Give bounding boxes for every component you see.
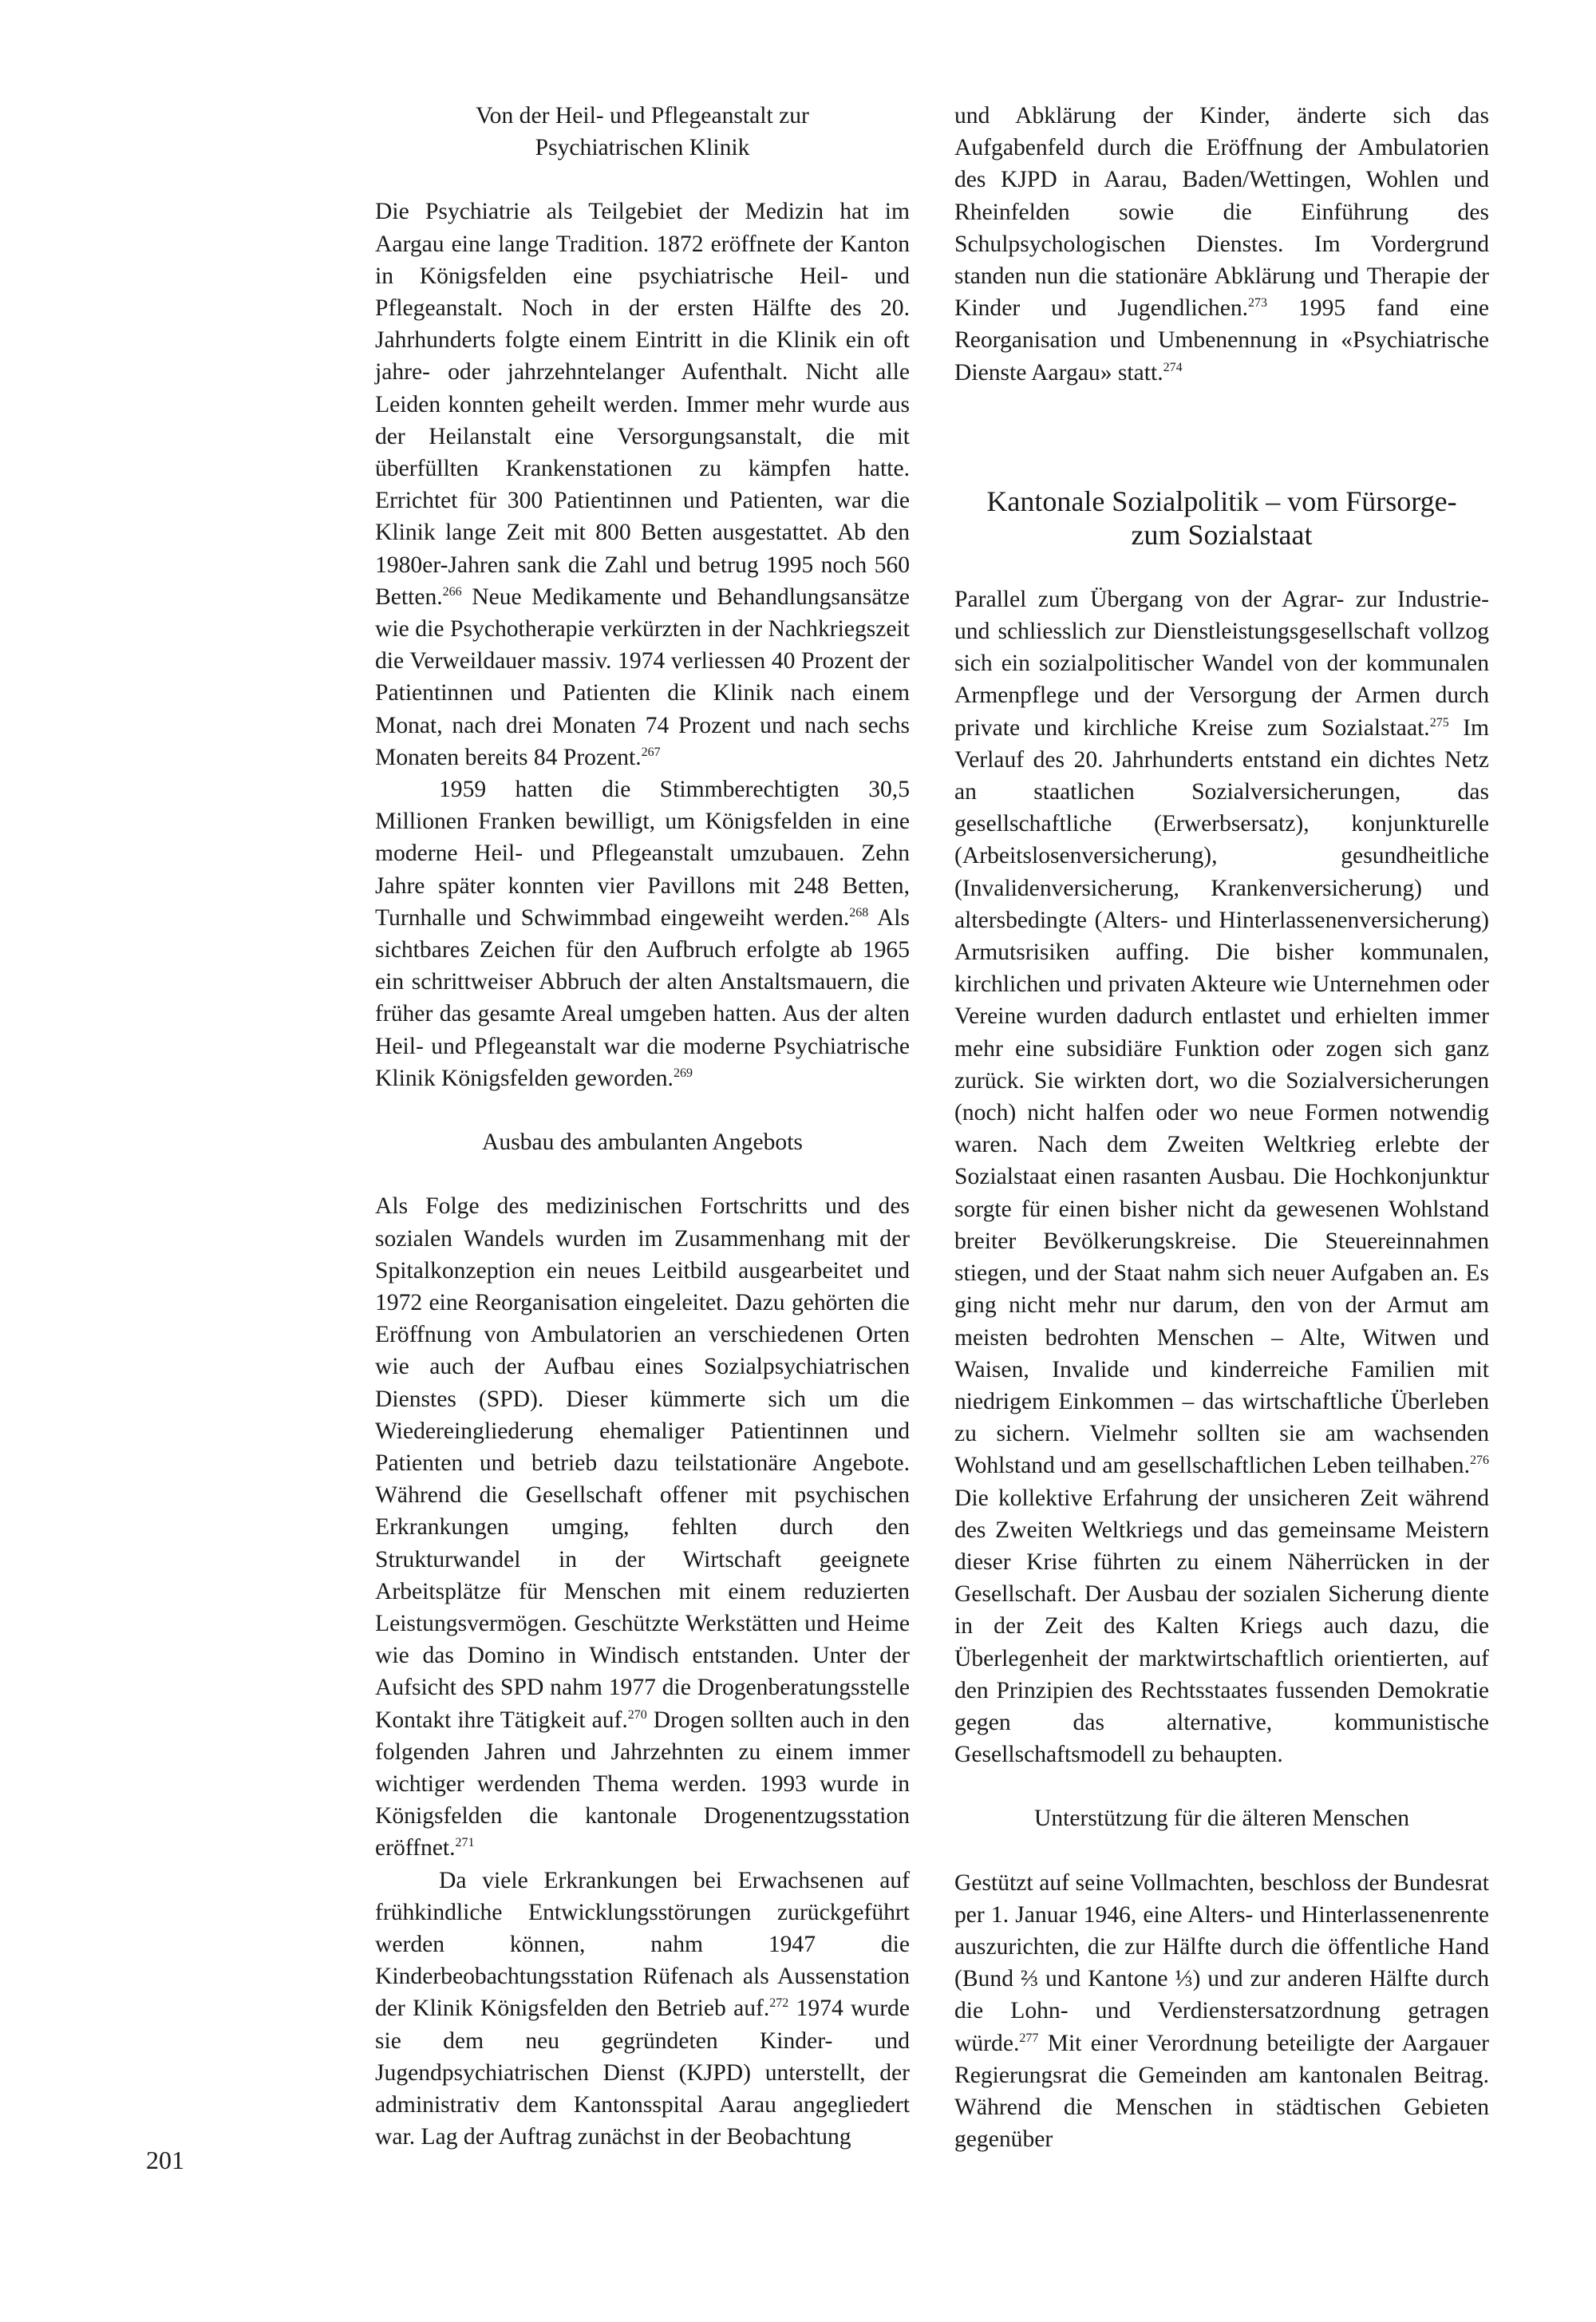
footnote-ref: 266 <box>442 584 462 599</box>
paragraph: Da viele Erkrankungen bei Erwachsenen auf frühkindliche Entwicklungsstörungen zurückgeführt werden können, nahm 1947 die Kinderbeobachtungsstation Rüfenach als Aussenstation der Klinik Königsfelden den Betrieb auf.$^{272}$ 1974 wurde sie dem neu gegründeten Kinder- und Jugendpsychiatrischen Dienst (KJPD) unterstellt, der administrativ dem Kantonsspital Aarau angegliedert war. Lag der Auftrag zunächst in der Beobachtung <box>375 1867 910 2150</box>
section-heading-ambulant: Ausbau des ambulanten Angebots <box>482 1129 803 1156</box>
footnote-ref: 274 <box>1163 360 1183 374</box>
paragraph: 1959 hatten die Stimmberechtigten 30,5 Millionen Franken bewilligt, um Königsfelden in eine moderne Heil- und Pflegeanstalt umzubauen. Zehn Jahre später konnten vier Pavillons mit 248 Betten, Turnhalle und Schwimmbad eingeweiht werden.$^{268}$ Als sichtbares Zeichen für den Aufbruch erfolgte ab 1965 ein schrittweiser Abbruch der alten Anstaltsmauern, die früher das gesamte Areal umgeben hatten. Aus der alten Heil- und Pflegeanstalt war die moderne Psychiatrische Klinik Königsfelden geworden.$^{269}$ <box>375 777 910 1091</box>
section-heading-elderly: Unterstützung für die älteren Menschen <box>1033 1806 1410 1832</box>
right-column <box>954 100 1489 2155</box>
paragraph: Parallel zum Übergang von der Agrar- zur Industrie- und schliesslich zur Dienstleistungsgesellschaft vollzog sich ein sozialpolitischer Wandel von der kommunalen Armenpflege und der Versorgung der Armen durch private und kirchliche Kreise zum Sozialstaat.$^{275}$ Im Verlauf des 20. Jahrhunderts entstand ein dichtes Netz an staatlichen Sozialversicherungen, das gesellschaftliche (Erwerbsersatz), konjunkturelle (Arbeitslosenversicherung), gesundheitliche (Invalidenversicherung, Krankenversicherung) und altersbedingte (Alters- und Hinterlassenenversicherung) Armutsrisiken auffing. Die bisher kommunalen, kirchlichen und privaten Akteure wie Unternehmen oder Vereine wurden dadurch entlastet und erhielten immer mehr eine subsidiäre Funktion oder zogen sich ganz zurück. Sie wirkten dort, wo die Sozialversicherungen (noch) nicht halfen oder wo neue Formen notwendig waren. Nach dem Zweiten Weltkrieg erlebte der Sozialstaat einen rasanten Ausbau. Die Hochkonjunktur sorgte für einen bisher nicht da gewesenen Wohlstand breiter Bevölkerungskreise. Die Steuereinnahmen stiegen, und der Staat nahm sich neuer Aufgaben an. Es ging nicht mehr nur darum, den von der Armut am meisten bedrohten Menschen – Alte, Witwen und Waisen, Invalide und kinderreiche Familien mit niedrigem Einkommen – das wirtschaftliche Überleben zu sichern. Vielmehr sollten sie am wachsenden Wohlstand und am gesellschaftlichen Leben teilhaben.$^{276}$ Die kollektive Erfahrung der unsicheren Zeit während des Zweiten Weltkriegs und das gemeinsame Meistern dieser Krise führten zu einem Näherrücken in der Gesellschaft. Der Ausbau der sozialen Sicherung diente in der Zeit des Kalten Kriegs auch dazu, die Überlegenheit der marktwirtschaftlich orientierten, auf den Prinzipien des Rechtsstaates fussenden Demokratie gegen das alternative, kommunistische Gesellschaftsmodell zu behaupten. <box>954 586 1489 1768</box>
left-column <box>375 100 910 2153</box>
paragraph: Als Folge des medizinischen Fortschritts und des sozialen Wandels wurden im Zusammenhang mit der Spitalkonzeption ein neues Leitbild ausgearbeitet und 1972 eine Reorganisation eingeleitet. Dazu gehörten die Eröffnung von Ambulatorien an verschiedenen Orten wie auch der Aufbau eines Sozialpsychiatrischen Dienstes (SPD). Dieser kümmerte sich um die Wiedereingliederung ehemaliger Patientinnen und Patienten und betrieb dazu teilstationäre Angebote. Während die Gesellschaft offener mit psychischen Erkrankungen umging, fehlten durch den Strukturwandel in der Wirtschaft geeignete Arbeitsplätze für Menschen mit einem reduzierten Leistungsvermögen. Geschützte Werkstätten und Heime wie das Domino in Windisch entstanden. Unter der Aufsicht des SPD nahm 1977 die Drogenberatungsstelle Kontakt ihre Tätigkeit auf.$^{270}$ Drogen sollten auch in den folgenden Jahren und Jahrzehnten zu einem immer wichtiger werdenden Thema werden. 1993 wurde in Königsfelden die kantonale Drogenentzugsstation eröffnet.$^{271}$ <box>375 1193 910 1861</box>
page-number: 201 <box>146 2146 184 2174</box>
footnote-ref: 277 <box>1019 2031 1039 2045</box>
footnote-ref: 273 <box>1248 296 1268 311</box>
heading-line: Von der Heil- und Pflegeanstalt zur <box>476 103 809 129</box>
heading-line: Psychiatrischen Klinik <box>535 135 750 161</box>
footnote-ref: 268 <box>849 905 869 920</box>
heading-line: zum Sozialstaat <box>1131 518 1313 551</box>
footnote-ref: 272 <box>769 1996 789 2011</box>
footnote-ref: 269 <box>673 1066 693 1080</box>
footnote-ref: 276 <box>1470 1454 1489 1468</box>
heading-line: Kantonale Sozialpolitik – vom Fürsorge- <box>986 485 1457 517</box>
paragraph: Gestützt auf seine Vollmachten, beschloss der Bundesrat per 1. Januar 1946, eine Alters- und Hinterlassenenrente auszurichten, die zur Hälfte durch die öffentliche Hand (Bund ⅔ und Kantone ⅓) und zur anderen Hälfte durch die Lohn- und Verdienstersatzordnung getragen würde.$^{277}$ Mit einer Verordnung beteiligte der Aargauer Regierungsrat die Gemeinden am kantonalen Beitrag. Während die Menschen in städtischen Gebieten gegenüber <box>954 1869 1489 2153</box>
chapter-heading-social-policy <box>954 485 1489 552</box>
section-heading-psychiatry <box>375 100 910 164</box>
footnote-ref: 270 <box>627 1707 647 1722</box>
footnote-ref: 275 <box>1429 715 1449 730</box>
footnote-ref: 267 <box>641 745 661 759</box>
paragraph: Die Psychiatrie als Teilgebiet der Medizin hat im Aargau eine lange Tradition. 1872 eröffnete der Kanton in Königsfelden eine psychiatrische Heil- und Pflegeanstalt. Noch in der ersten Hälfte des 20. Jahrhunderts folgte einem Eintritt in die Klinik ein oft jahre- oder jahrzehntelanger Aufenthalt. Nicht alle Leiden konnten geheilt werden. Immer mehr wurde aus der Heilanstalt eine Versorgungsanstalt, die mit überfüllten Krankenstationen zu kämpfen hatte. Errichtet für 300 Patientinnen und Patienten, war die Klinik lange Zeit mit 800 Betten ausgestattet. Ab den 1980er-Jahren sank die Zahl und betrug 1995 noch 560 Betten.$^{266}$ Neue Medikamente und Behandlungsansätze wie die Psychotherapie verkürzten in der Nachkriegszeit die Verweildauer massiv. 1974 verliessen 40 Prozent der Patientinnen und Patienten die Klinik nach einem Monat, nach drei Monaten 74 Prozent und nach sechs Monaten bereits 84 Prozent.$^{267}$ <box>375 199 910 770</box>
paragraph: und Abklärung der Kinder, änderte sich das Aufgabenfeld durch die Eröffnung der Ambulatorien des KJPD in Aarau, Baden/Wettingen, Wohlen und Rheinfelden sowie die Einführung des Schulpsychologischen Dienstes. Im Vordergrund standen nun die stationäre Abklärung und Therapie der Kinder und Jugendlichen.$^{273}$ 1995 fand eine Reorganisation und Umbenennung in «Psychiatrische Dienste Aargau» statt.$^{274}$ <box>954 103 1489 386</box>
footnote-ref: 271 <box>455 1836 475 1850</box>
